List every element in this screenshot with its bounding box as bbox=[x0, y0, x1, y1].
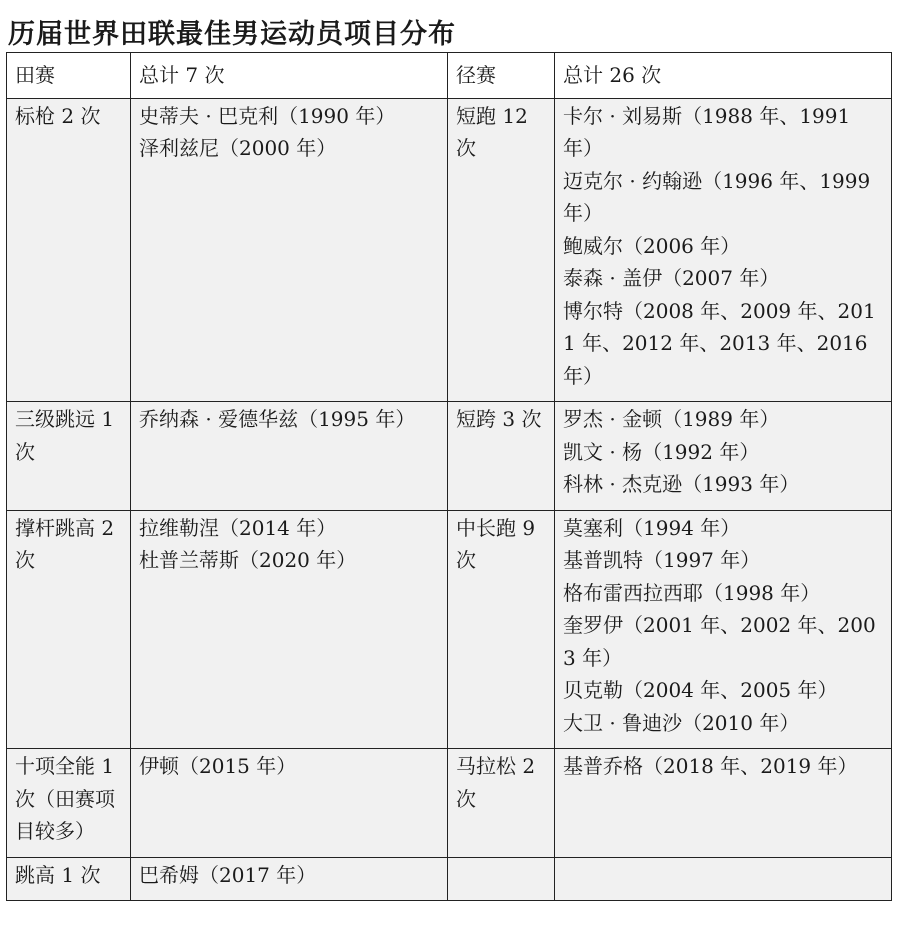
winner-entry: 伊顿（2015 年） bbox=[139, 754, 297, 778]
winner-entry: 杜普兰蒂斯（2020 年） bbox=[139, 548, 357, 572]
winner-entry: 格布雷西拉西耶（1998 年） bbox=[563, 580, 821, 605]
table-row bbox=[7, 510, 892, 749]
winner-entry: 迈克尔 · 约翰逊（1996 年、1999 年） bbox=[563, 168, 871, 225]
track-winners-cell bbox=[555, 98, 892, 402]
winner-entry: 鲍威尔（2006 年） bbox=[563, 233, 741, 258]
winner-entry: 拉维勒涅（2014 年） bbox=[139, 515, 337, 540]
track-winners-cell bbox=[555, 510, 892, 749]
winner-entry: 罗杰 · 金顿（1989 年） bbox=[563, 407, 780, 431]
winner-entry: 大卫 · 鲁迪沙（2010 年） bbox=[563, 710, 800, 735]
track-winners-cell bbox=[555, 402, 892, 511]
winner-entry: 基普凯特（1997 年） bbox=[563, 548, 761, 572]
field-winners-cell bbox=[131, 98, 448, 402]
winner-entry: 莫塞利（1994 年） bbox=[563, 515, 741, 540]
winner-entry: 博尔特（2008 年、2009 年、2011 年、2012 年、2013 年、2016 年） bbox=[563, 298, 876, 388]
track-event-cell: 短跑 12 次 bbox=[448, 98, 555, 402]
header-field-total: 总计 7 次 bbox=[131, 53, 448, 99]
winner-entry: 贝克勒（2004 年、2005 年） bbox=[563, 678, 838, 702]
winner-entry: 巴希姆（2017 年） bbox=[139, 862, 317, 887]
track-event-cell: 马拉松 2 次 bbox=[448, 749, 555, 858]
table-header-row bbox=[7, 53, 892, 99]
table-row bbox=[7, 857, 892, 901]
distribution-table bbox=[6, 52, 892, 901]
winner-entry: 乔纳森 · 爱德华兹（1995 年） bbox=[139, 407, 416, 431]
track-winners-cell bbox=[555, 749, 892, 858]
header-track-label: 径赛 bbox=[448, 53, 555, 99]
table-row bbox=[7, 749, 892, 858]
table-row bbox=[7, 98, 892, 402]
field-winners-cell bbox=[131, 510, 448, 749]
page-title: 历届世界田联最佳男运动员项目分布 bbox=[8, 19, 456, 50]
track-event-cell bbox=[448, 857, 555, 901]
winner-entry: 凯文 · 杨（1992 年） bbox=[563, 439, 760, 464]
field-event-cell: 跳高 1 次 bbox=[7, 857, 131, 901]
field-event-cell: 十项全能 1 次（田赛项目较多） bbox=[7, 749, 131, 858]
track-event-cell: 短跨 3 次 bbox=[448, 402, 555, 511]
table-row bbox=[7, 402, 892, 511]
track-winners-cell bbox=[555, 857, 892, 901]
field-winners-cell bbox=[131, 749, 448, 858]
field-event-cell: 三级跳远 1 次 bbox=[7, 402, 131, 511]
table-body bbox=[7, 98, 892, 901]
field-winners-cell bbox=[131, 857, 448, 901]
winner-entry: 奎罗伊（2001 年、2002 年、2003 年） bbox=[563, 613, 876, 670]
winner-entry: 基普乔格（2018 年、2019 年） bbox=[563, 754, 858, 778]
winner-entry: 泰森 · 盖伊（2007 年） bbox=[563, 266, 780, 290]
winner-entry: 卡尔 · 刘易斯（1988 年、1991 年） bbox=[563, 103, 851, 160]
field-winners-cell bbox=[131, 402, 448, 511]
header-field-label: 田赛 bbox=[7, 53, 131, 99]
winner-entry: 史蒂夫 · 巴克利（1990 年） bbox=[139, 103, 396, 128]
winner-entry: 泽利兹尼（2000 年） bbox=[139, 136, 337, 160]
field-event-cell: 标枪 2 次 bbox=[7, 98, 131, 402]
field-event-cell: 撑杆跳高 2 次 bbox=[7, 510, 131, 749]
winner-entry: 科林 · 杰克逊（1993 年） bbox=[563, 472, 800, 496]
track-event-cell: 中长跑 9 次 bbox=[448, 510, 555, 749]
header-track-total: 总计 26 次 bbox=[555, 53, 892, 99]
